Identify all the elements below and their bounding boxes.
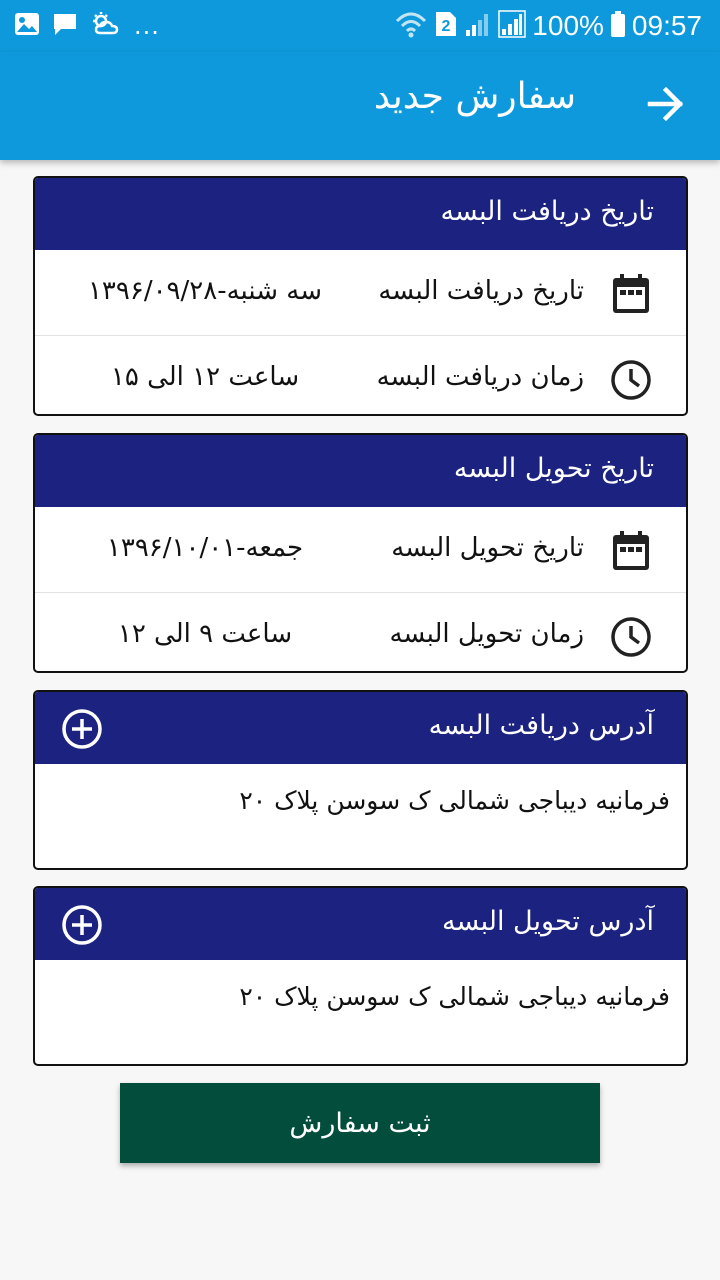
page-title: سفارش جدید bbox=[373, 76, 576, 117]
status-left bbox=[14, 10, 160, 42]
calendar-icon bbox=[610, 529, 652, 573]
delivery-date-row[interactable] bbox=[35, 507, 686, 592]
calendar-icon bbox=[610, 272, 652, 316]
row-value: ساعت ۱۲ الی ۱۵ bbox=[110, 362, 300, 392]
status-right bbox=[394, 8, 702, 44]
add-pickup-address-button[interactable] bbox=[61, 708, 103, 750]
pickup-time-row[interactable] bbox=[35, 335, 686, 416]
card-title: تاریخ دریافت البسه bbox=[440, 196, 654, 227]
delivery-address-card bbox=[33, 886, 688, 1066]
add-delivery-address-button[interactable] bbox=[61, 904, 103, 946]
delivery-date-card bbox=[33, 433, 688, 673]
clock-icon bbox=[610, 358, 652, 402]
image-icon bbox=[14, 12, 40, 40]
row-label: تاریخ تحویل البسه bbox=[391, 533, 584, 563]
row-label: تاریخ دریافت البسه bbox=[378, 276, 584, 306]
address-text: فرمانیه دیباجی شمالی ک سوسن پلاک ۲۰ bbox=[239, 786, 670, 815]
row-label: زمان تحویل البسه bbox=[389, 619, 584, 649]
card-title: آدرس تحویل البسه bbox=[442, 906, 654, 937]
row-value: ساعت ۹ الی ۱۲ bbox=[117, 619, 293, 649]
signal-icon bbox=[464, 10, 492, 42]
address-body bbox=[35, 764, 686, 870]
sim-badge: 2 bbox=[441, 18, 451, 35]
card-title: تاریخ تحویل البسه bbox=[453, 453, 654, 484]
plus-circle-icon bbox=[61, 708, 103, 750]
card-header bbox=[35, 888, 686, 960]
pickup-date-row[interactable] bbox=[35, 250, 686, 335]
arrow-right-icon bbox=[646, 84, 686, 124]
row-label: زمان دریافت البسه bbox=[376, 362, 584, 392]
pickup-address-card bbox=[33, 690, 688, 870]
plus-circle-icon bbox=[61, 904, 103, 946]
pickup-date-card bbox=[33, 176, 688, 416]
back-button[interactable] bbox=[642, 80, 690, 128]
signal-icon bbox=[498, 10, 526, 42]
battery-icon bbox=[610, 10, 626, 42]
address-body bbox=[35, 960, 686, 1066]
clock-time: 09:57 bbox=[631, 10, 702, 41]
delivery-time-row[interactable] bbox=[35, 592, 686, 673]
card-title: آدرس دریافت البسه bbox=[428, 710, 654, 741]
row-value: سه شنبه-۱۳۹۶/۰۹/۲۸ bbox=[87, 276, 323, 306]
card-header bbox=[35, 692, 686, 764]
submit-order-button[interactable]: ثبت سفارش bbox=[120, 1083, 600, 1163]
clock-icon bbox=[610, 615, 652, 659]
row-value: جمعه-۱۳۹۶/۱۰/۰۱ bbox=[106, 533, 304, 563]
card-header bbox=[35, 435, 686, 507]
address-text: فرمانیه دیباجی شمالی ک سوسن پلاک ۲۰ bbox=[239, 982, 670, 1011]
overflow-indicator: ... bbox=[134, 12, 160, 40]
sim-icon bbox=[434, 10, 458, 42]
battery-percent: 100% bbox=[532, 10, 604, 41]
wifi-icon bbox=[394, 9, 428, 43]
status-bar bbox=[0, 0, 720, 52]
message-icon bbox=[52, 11, 78, 41]
weather-icon bbox=[90, 11, 120, 41]
card-header bbox=[35, 178, 686, 250]
app-bar bbox=[0, 52, 720, 160]
